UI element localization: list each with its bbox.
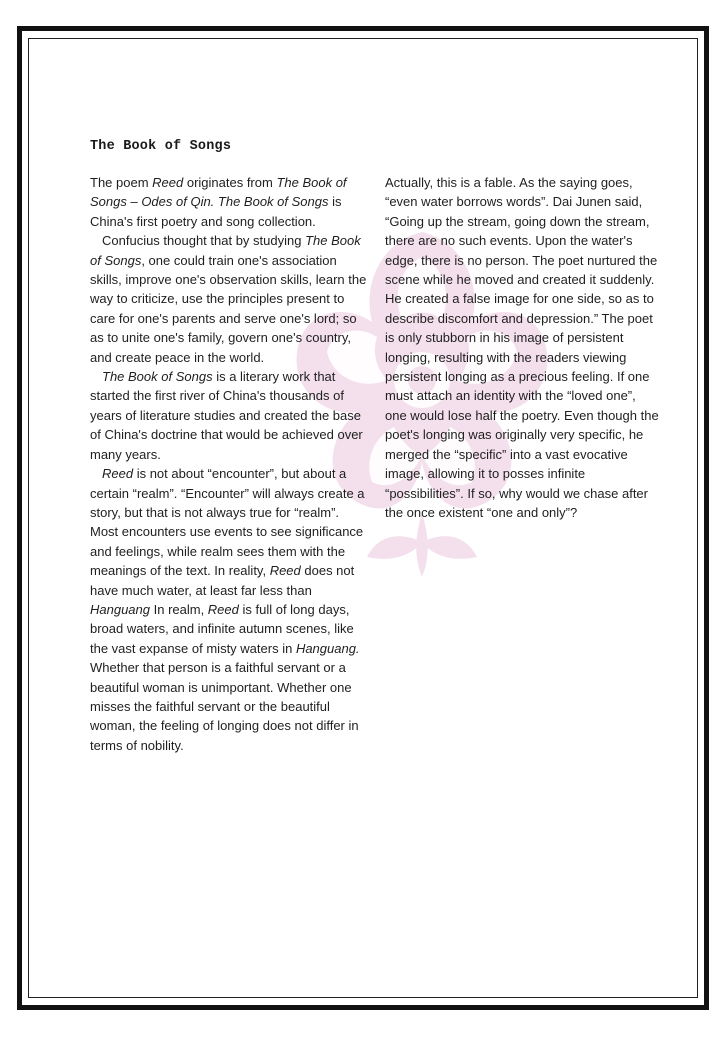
paragraph-5: Actually, this is a fable. As the saying goes, “even water borrows words”. Dai Junen said, “Going up the stream, going down the stream, there are no such events. Upon the water's edge, there is no person. The poet nurtured the scene while he moved and created it suddenly. He created a false image for one side, so as to describe discomfort and depression.” The poet is only stubborn in his image of persistent longing, resulting with the readers viewing persistent longing as a precious feeling. If one must attach an identity with the “loved one”, one would lose half the poetry. Even though the poet's longing was originally very specific, he merged the “specific” into a vast evocative image, allowing it to posses infinite “possibilities”. If so, why would we chase after the once existent “one and only”? <box>385 175 659 520</box>
paragraph-2: Confucius thought that by studying The Book of Songs, one could train one's association skills, improve one's observation skills, learn the way to criticize, use the principles present to care for one's parents and serve one's lord; so as to unite one's family, govern one's country, and create peace in the world. <box>90 233 367 365</box>
paragraph-4: Reed is not about “encounter”, but about a certain “realm”. “Encounter” will always create a story, but that is not always true for “realm”. Most encounters use events to see significance and feelings, while realm sees them with the meanings of the text. In reality, Reed does not have much water, at least far less than Hanguang In realm, Reed is full of long days, broad waters, and infinite autumn scenes, like the vast expanse of misty waters in Hanguang. Whether that person is a faithful servant or a beautiful woman is unimportant. Whether one misses the faithful servant or the beautiful woman, the feeling of longing does not differ in terms of nobility. <box>90 466 365 753</box>
right-column <box>385 173 661 522</box>
left-column <box>90 173 368 755</box>
paragraph-3: The Book of Songs is a literary work that started the first river of China's thousands of years of literature studies and created the base of China's doctrine that would be achieved over many years. <box>90 369 363 462</box>
section-title: The Book of Songs <box>90 139 232 154</box>
paragraph-1: The poem Reed originates from The Book of Songs – Odes of Qin. The Book of Songs is China's first poetry and song collection. <box>90 175 347 229</box>
